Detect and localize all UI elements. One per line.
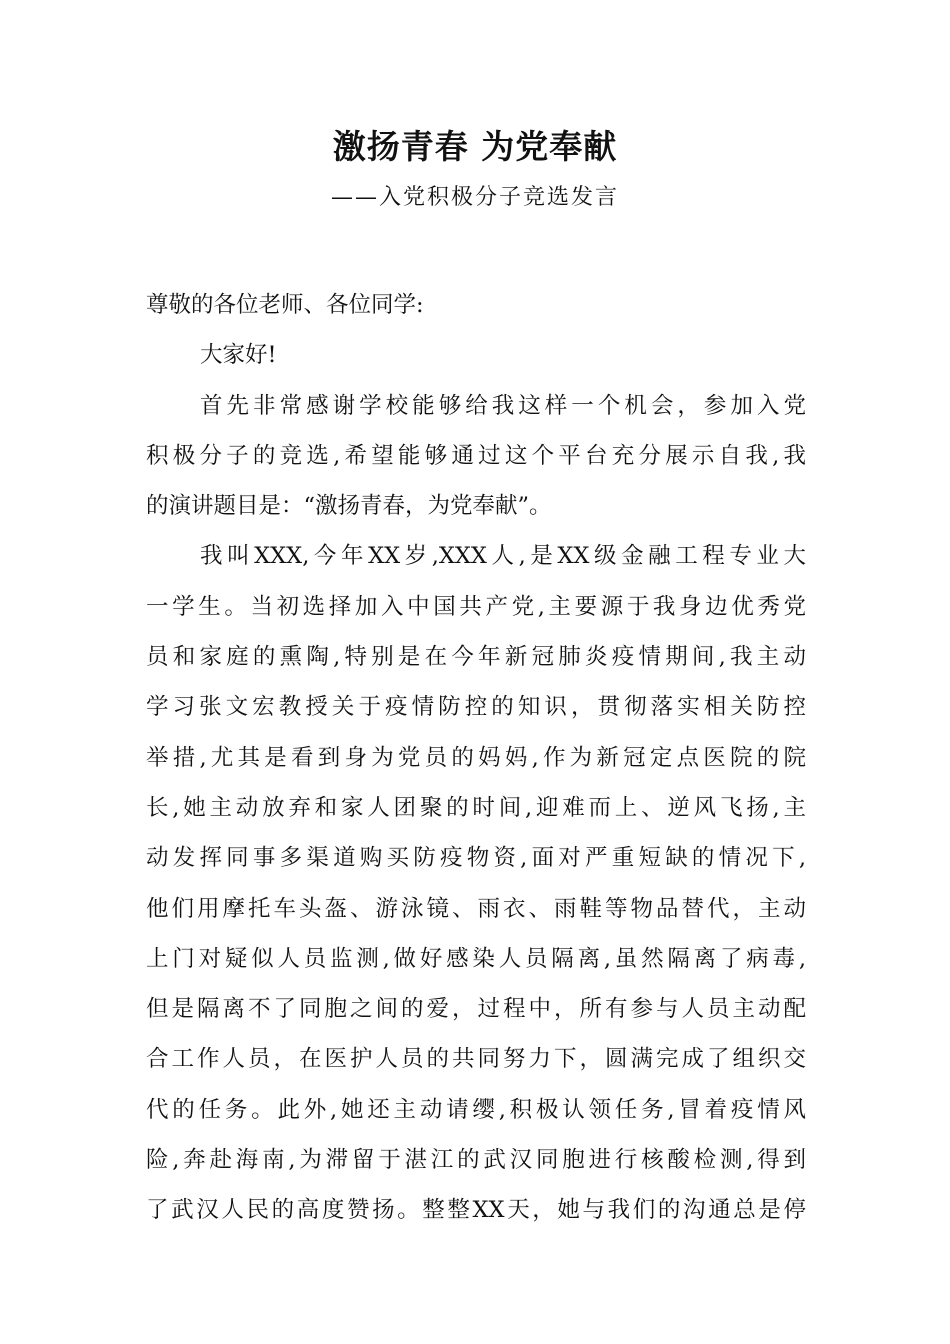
body-line: 积极分子的竞选,希望能够通过这个平台充分展示自我,我	[146, 442, 806, 469]
document-title: 激扬青春 为党奉献	[332, 127, 618, 166]
body-line: 首先非常感谢学校能够给我这样一个机会，参加入党	[200, 392, 806, 419]
body-line: 险,奔赴海南,为滞留于湛江的武汉同胞进行核酸检测,得到	[146, 1147, 806, 1174]
body-line: 学习张文宏教授关于疫情防控的知识，贯彻落实相关防控	[146, 694, 806, 721]
body-line: 举措,尤其是看到身为党员的妈妈,作为新冠定点医院的院	[146, 744, 806, 771]
salutation-line: 尊敬的各位老师、各位同学:	[146, 292, 424, 318]
document-subtitle: ——入党积极分子竞选发言	[330, 185, 619, 210]
body-line: 了武汉人民的高度赞扬。整整XX天，她与我们的沟通总是停	[146, 1197, 806, 1224]
body-line: 代的任务。此外,她还主动请缨,积极认领任务,冒着疫情风	[146, 1096, 806, 1123]
body-line: 但是隔离不了同胞之间的爱，过程中，所有参与人员主动配	[146, 996, 806, 1023]
body-line: 长,她主动放弃和家人团聚的时间,迎难而上、逆风飞扬,主	[146, 794, 806, 821]
body-line: 上门对疑似人员监测,做好感染人员隔离,虽然隔离了病毒,	[146, 945, 806, 972]
body-line: 我叫XXX,今年XX岁,XXX人,是XX级金融工程专业大	[200, 543, 806, 570]
body-line: 一学生。当初选择加入中国共产党,主要源于我身边优秀党	[146, 593, 806, 620]
body-line: 的演讲题目是：“激扬青春，为党奉献”。	[146, 493, 552, 520]
body-line: 他们用摩托车头盔、游泳镜、雨衣、雨鞋等物品替代，主动	[146, 895, 806, 922]
body-line: 动发挥同事多渠道购买防疫物资,面对严重短缺的情况下,	[146, 845, 806, 872]
body-line: 员和家庭的熏陶,特别是在今年新冠肺炎疫情期间,我主动	[146, 644, 806, 671]
document-body	[146, 280, 806, 1236]
body-line: 合工作人员，在医护人员的共同努力下，圆满完成了组织交	[146, 1046, 806, 1073]
greeting-line: 大家好!	[200, 342, 277, 369]
